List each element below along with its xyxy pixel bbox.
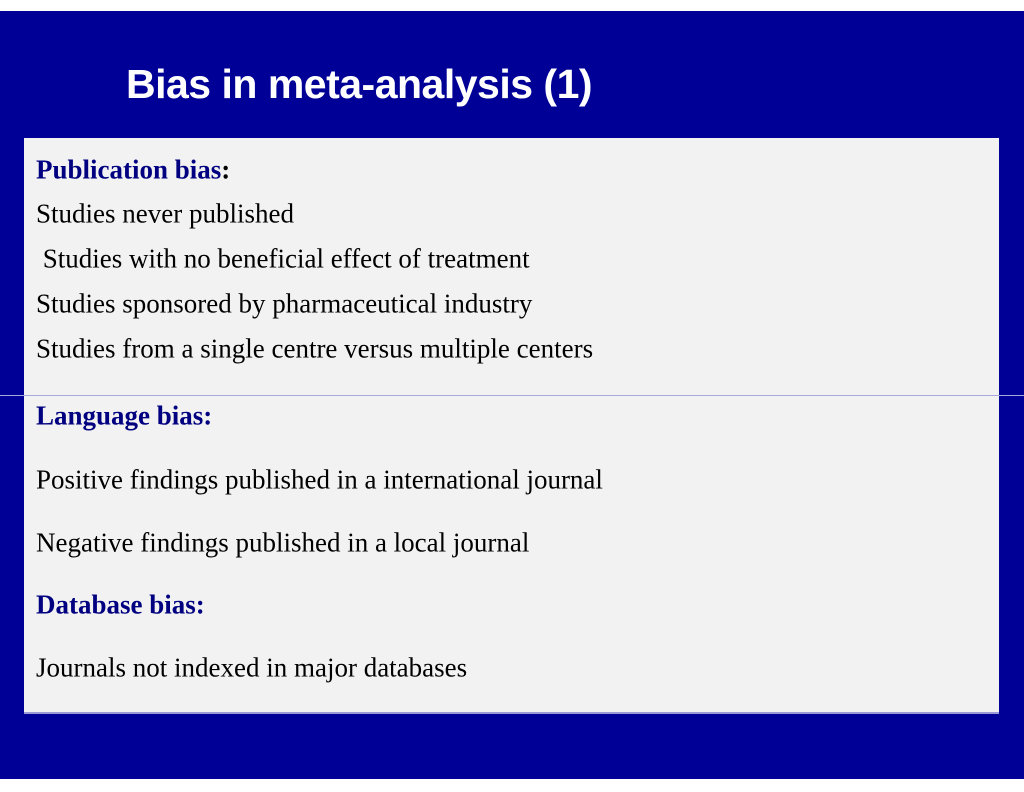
language-bias-heading: Language bias: bbox=[36, 400, 213, 431]
list-item: Studies never published bbox=[36, 198, 294, 229]
publication-bias-heading bbox=[36, 155, 230, 186]
list-item: Positive findings published in a international journal bbox=[36, 464, 603, 495]
list-item: Studies sponsored by pharmaceutical industry bbox=[36, 288, 533, 319]
heading-colon: : bbox=[221, 154, 231, 185]
database-bias-heading: Database bias: bbox=[36, 589, 205, 620]
divider bbox=[0, 395, 1024, 396]
list-item: Negative findings published in a local journal bbox=[36, 527, 530, 558]
list-item: Studies with no beneficial effect of treatment bbox=[36, 243, 530, 274]
heading-text: Publication bias bbox=[36, 154, 222, 185]
list-item: Studies from a single centre versus multiple centers bbox=[36, 333, 594, 364]
slide-title: Bias in meta-analysis (1) bbox=[126, 61, 593, 107]
list-item: Journals not indexed in major databases bbox=[36, 652, 468, 683]
